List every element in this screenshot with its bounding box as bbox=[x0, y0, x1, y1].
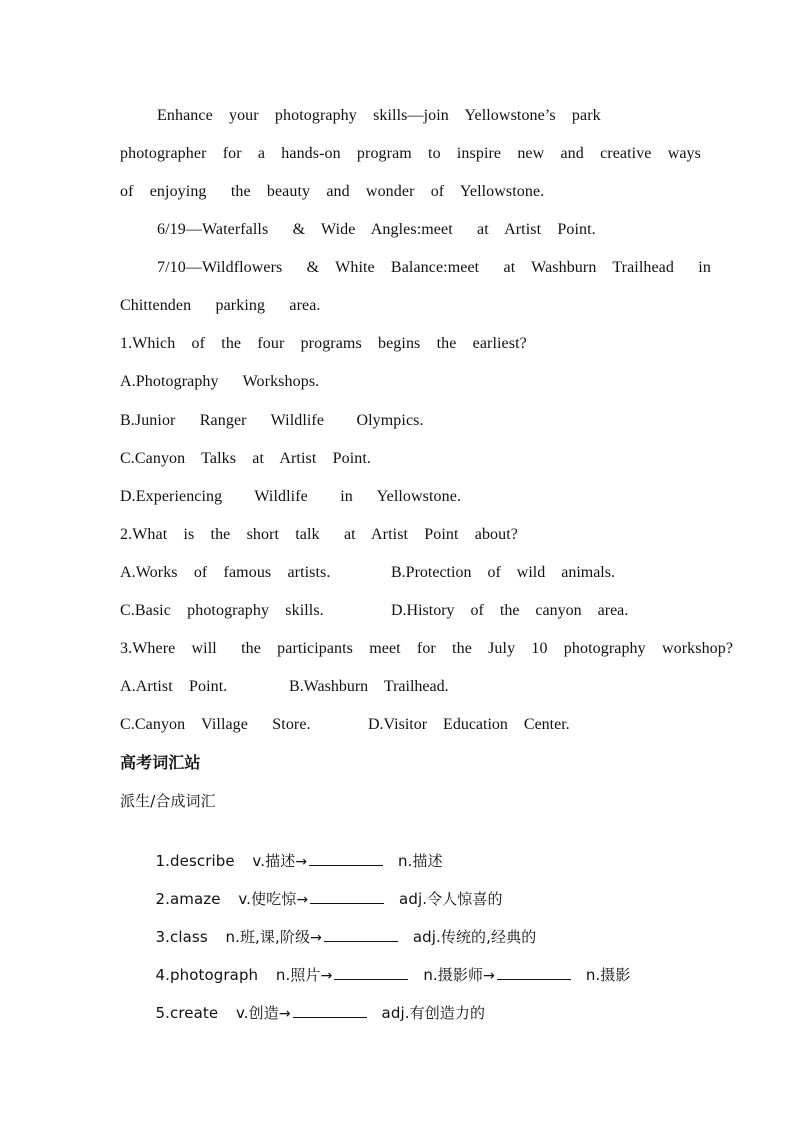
question-1: 1.Which of the four programs begins the earliest? bbox=[120, 335, 527, 352]
question-1-option-a: A.Photography Workshops. bbox=[120, 373, 320, 390]
arrow-icon: → bbox=[278, 1006, 291, 1022]
vocab-item-lead: 1.describe v.描述 bbox=[155, 852, 296, 870]
question-3: 3.Where will the participants meet for the July 10 photography workshop? bbox=[120, 640, 734, 657]
vocab-item-mid: n.摄影师 bbox=[423, 966, 484, 984]
arrow-icon: → bbox=[310, 930, 322, 946]
question-3-option-d: D.Visitor Education Center. bbox=[368, 716, 570, 733]
arrow-icon: → bbox=[483, 968, 495, 984]
vocab-item-lead: 3.class n.班,课,阶级 bbox=[155, 928, 311, 946]
question-3-option-a: A.Artist Point. bbox=[120, 678, 228, 695]
answer-blank[interactable] bbox=[334, 964, 408, 980]
answer-blank[interactable] bbox=[497, 964, 571, 980]
vocab-item-lead: 2.amaze v.使吃惊 bbox=[155, 890, 297, 908]
arrow-icon: → bbox=[320, 968, 333, 984]
vocab-item-tail: n.摄影 bbox=[585, 966, 631, 984]
question-3-option-c: C.Canyon Village Store. bbox=[120, 716, 311, 733]
answer-blank[interactable] bbox=[309, 850, 383, 866]
vocab-subtitle: 派生/合成词汇 bbox=[120, 792, 216, 810]
question-2-option-c: C.Basic photography skills. bbox=[120, 602, 324, 619]
passage-line-5: 7/10—Wildflowers & White Balance:meet at Washburn Trailhead in bbox=[157, 259, 711, 276]
answer-blank[interactable] bbox=[310, 888, 384, 904]
question-2: 2.What is the short talk at Artist Point about? bbox=[120, 526, 519, 543]
answer-blank[interactable] bbox=[324, 926, 398, 942]
question-1-option-b: B.Junior Ranger Wildlife Olympics. bbox=[120, 412, 424, 429]
passage-line-6: Chittenden parking area. bbox=[120, 297, 321, 314]
question-1-option-c: C.Canyon Talks at Artist Point. bbox=[120, 450, 371, 467]
vocab-item-tail: adj.令人惊喜的 bbox=[399, 890, 503, 908]
passage-line-1: Enhance your photography skills—join Yellowstone’s park bbox=[157, 107, 601, 124]
passage-line-4: 6/19—Waterfalls & Wide Angles:meet at Artist Point. bbox=[157, 221, 596, 238]
arrow-icon: → bbox=[296, 892, 309, 908]
vocab-item-5 bbox=[120, 982, 485, 1044]
vocab-item-tail: adj.有创造力的 bbox=[381, 1004, 486, 1022]
arrow-icon: → bbox=[295, 854, 308, 870]
vocab-item-tail: adj.传统的,经典的 bbox=[412, 928, 537, 946]
question-2-option-d: D.History of the canyon area. bbox=[391, 602, 629, 619]
answer-blank[interactable] bbox=[293, 1002, 367, 1018]
question-1-option-d: D.Experiencing Wildlife in Yellowstone. bbox=[120, 488, 462, 505]
passage-line-2: photographer for a hands-on program to inspire new and creative ways bbox=[120, 145, 701, 162]
question-3-option-b: B.Washburn Trailhead. bbox=[289, 678, 449, 695]
vocab-section-title: 高考词汇站 bbox=[120, 753, 201, 772]
vocab-item-lead: 4.photograph n.照片 bbox=[155, 966, 321, 984]
passage-line-3: of enjoying the beauty and wonder of Yellowstone. bbox=[120, 183, 545, 200]
question-2-option-a: A.Works of famous artists. bbox=[120, 564, 331, 581]
vocab-item-lead: 5.create v.创造 bbox=[155, 1004, 279, 1022]
question-2-option-b: B.Protection of wild animals. bbox=[391, 564, 615, 581]
vocab-item-tail: n.描述 bbox=[398, 852, 443, 870]
